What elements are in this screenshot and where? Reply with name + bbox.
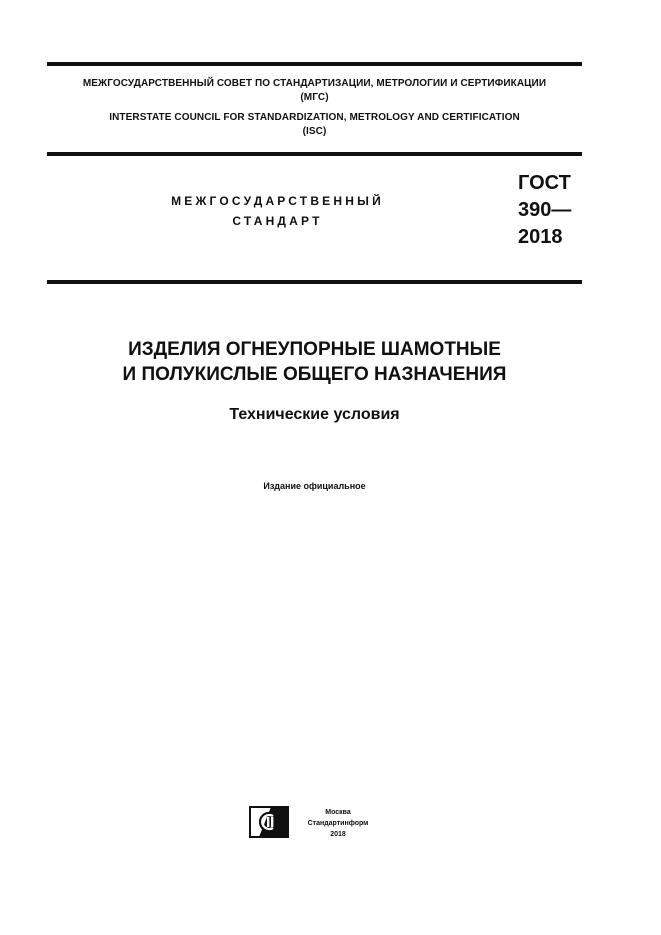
bottom-rule <box>47 280 582 284</box>
document-title <box>47 337 582 387</box>
council-en-name: INTERSTATE COUNCIL FOR STANDARDIZATION, METROLOGY AND CERTIFICATION <box>109 112 520 123</box>
document-title-line2: И ПОЛУКИСЛЫЕ ОБЩЕГО НАЗНАЧЕНИЯ <box>122 364 507 385</box>
gost-designation <box>518 170 571 251</box>
standartinform-logo-icon <box>249 806 289 838</box>
document-subtitle: Технические условия <box>229 406 400 423</box>
top-rule <box>47 62 582 66</box>
gost-year: 2018 <box>518 226 563 248</box>
standard-type-line1: МЕЖГОСУДАРСТВЕННЫЙ <box>171 194 384 208</box>
gost-prefix: ГОСТ <box>518 172 571 194</box>
publisher-name: Стандартинформ <box>307 820 369 827</box>
publisher-city: Москва <box>325 809 351 816</box>
gost-number: 390— <box>518 199 572 221</box>
middle-rule <box>47 152 582 156</box>
council-en-abbr: (ISC) <box>302 126 327 137</box>
council-ru-abbr: (МГС) <box>300 92 329 103</box>
council-ru-name: МЕЖГОСУДАРСТВЕННЫЙ СОВЕТ ПО СТАНДАРТИЗАЦИИ, МЕТРОЛОГИИ И СЕРТИФИКАЦИИ <box>82 78 547 89</box>
edition-note: Издание официальное <box>263 481 366 491</box>
document-title-line1: ИЗДЕЛИЯ ОГНЕУПОРНЫЕ ШАМОТНЫЕ <box>128 339 501 360</box>
council-en <box>47 111 582 139</box>
standard-type-line2: СТАНДАРТ <box>232 214 323 228</box>
standard-type-label <box>120 191 435 231</box>
council-ru <box>47 77 582 105</box>
publisher-info <box>290 807 386 840</box>
publisher-year: 2018 <box>330 831 346 838</box>
